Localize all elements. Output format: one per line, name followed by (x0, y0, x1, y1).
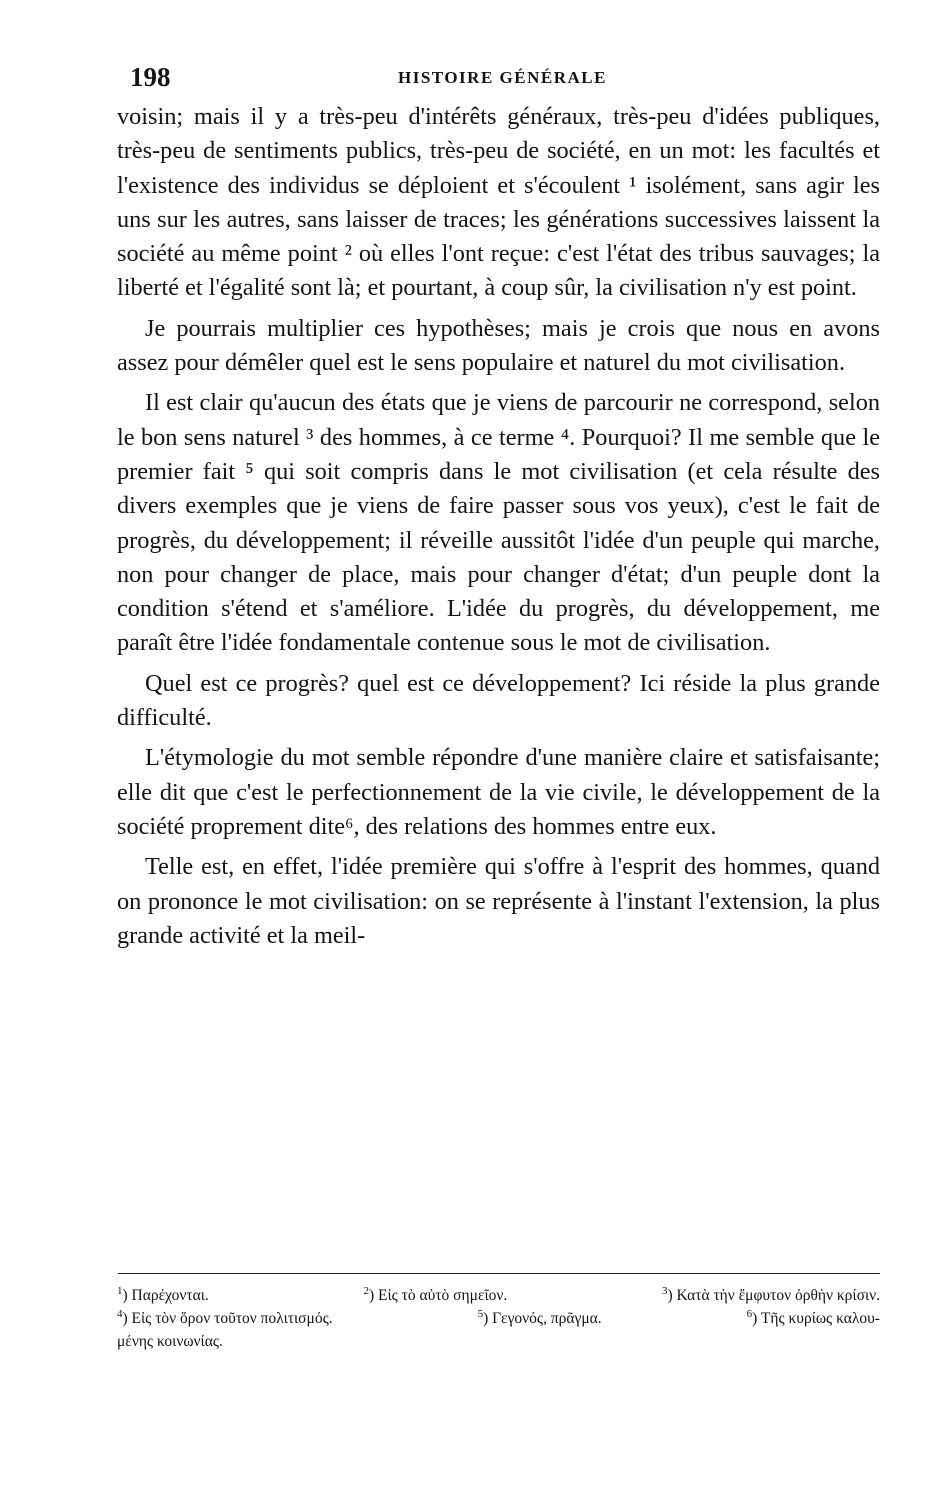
paragraph: Il est clair qu'aucun des états que je viens de parcourir ne correspond, selon le bon sens naturel ³ des hommes, à ce terme ⁴. Pourquoi? Il me semble que le premier fait ⁵ qui soit compris dans le mot civilisation (et cela résulte des divers exemples que je viens de faire passer sous vos yeux), c'est le fait de progrès, du développement; il réveille aussitôt l'idée d'un peuple qui marche, non pour changer de place, mais pour changer d'état; d'un peuple dont la condition s'étend et s'améliore. L'idée du progrès, du développement, me paraît être l'idée fondamentale contenue sous le mot de civilisation. (117, 389, 880, 657)
footnotes (117, 1284, 880, 1353)
footnote-1: $^1$) Παρέχονται. (117, 1285, 209, 1304)
footnote-divider (118, 1273, 880, 1274)
footnote-line (117, 1307, 880, 1330)
footnote-4: $^4$) Εἰς τὸν ὅρον τοῦτον πολιτισμός. (117, 1308, 333, 1327)
paragraph: voisin; mais il y a très-peu d'intérêts généraux, très-peu d'idées publiques, très-peu de sentiments publics, très-peu de société, en un mot: les facultés et l'existence des individus se déploient et s'écoulent ¹ isolément, sans agir les uns sur les autres, sans laisser de traces; les générations successives laissent la société au même point ² où elles l'ont reçue: c'est l'état des tribus sauvages; la liberté et l'égalité sont là; et pourtant, à coup sûr, la civilisation n'y est point. (117, 103, 880, 302)
footnote-6: $^6$) Τῆς κυρίως καλου- (746, 1308, 880, 1327)
footnote-continuation: μένης κοινωνίας. (117, 1333, 223, 1350)
footnote-3: $^3$) Κατὰ τὴν ἔμφυτον ὀρθὴν κρίσιν. (661, 1285, 880, 1304)
paragraph: Je pourrais multiplier ces hypothèses; mais je crois que nous en avons assez pour démêler quel est le sens populaire et naturel du mot civilisation. (117, 314, 880, 377)
page-header (120, 62, 880, 98)
running-title: HISTOIRE GÉNÉRALE (398, 68, 607, 87)
paragraph: Quel est ce progrès? quel est ce développement? Ici réside la plus grande difficulté. (117, 669, 880, 732)
footnote-line (117, 1284, 880, 1307)
footnote-2: $^2$) Εἰς τὸ αὐτὸ σημεῖον. (363, 1285, 508, 1304)
paragraph: Telle est, en effet, l'idée première qui s'offre à l'esprit des hommes, quand on prononce le mot civilisation: on se représente à l'instant l'extension, la plus grande activité et la meil- (117, 853, 880, 949)
paragraph: L'étymologie du mot semble répondre d'une manière claire et satisfaisante; elle dit que c'est le perfectionnement de la vie civile, le développement de la société proprement dite⁶, des relations des hommes entre eux. (117, 744, 880, 840)
page-number: 198 (130, 62, 171, 92)
body-text (117, 100, 880, 953)
footnote-5: $^5$) Γεγονός, πρᾶγμα. (477, 1308, 602, 1327)
